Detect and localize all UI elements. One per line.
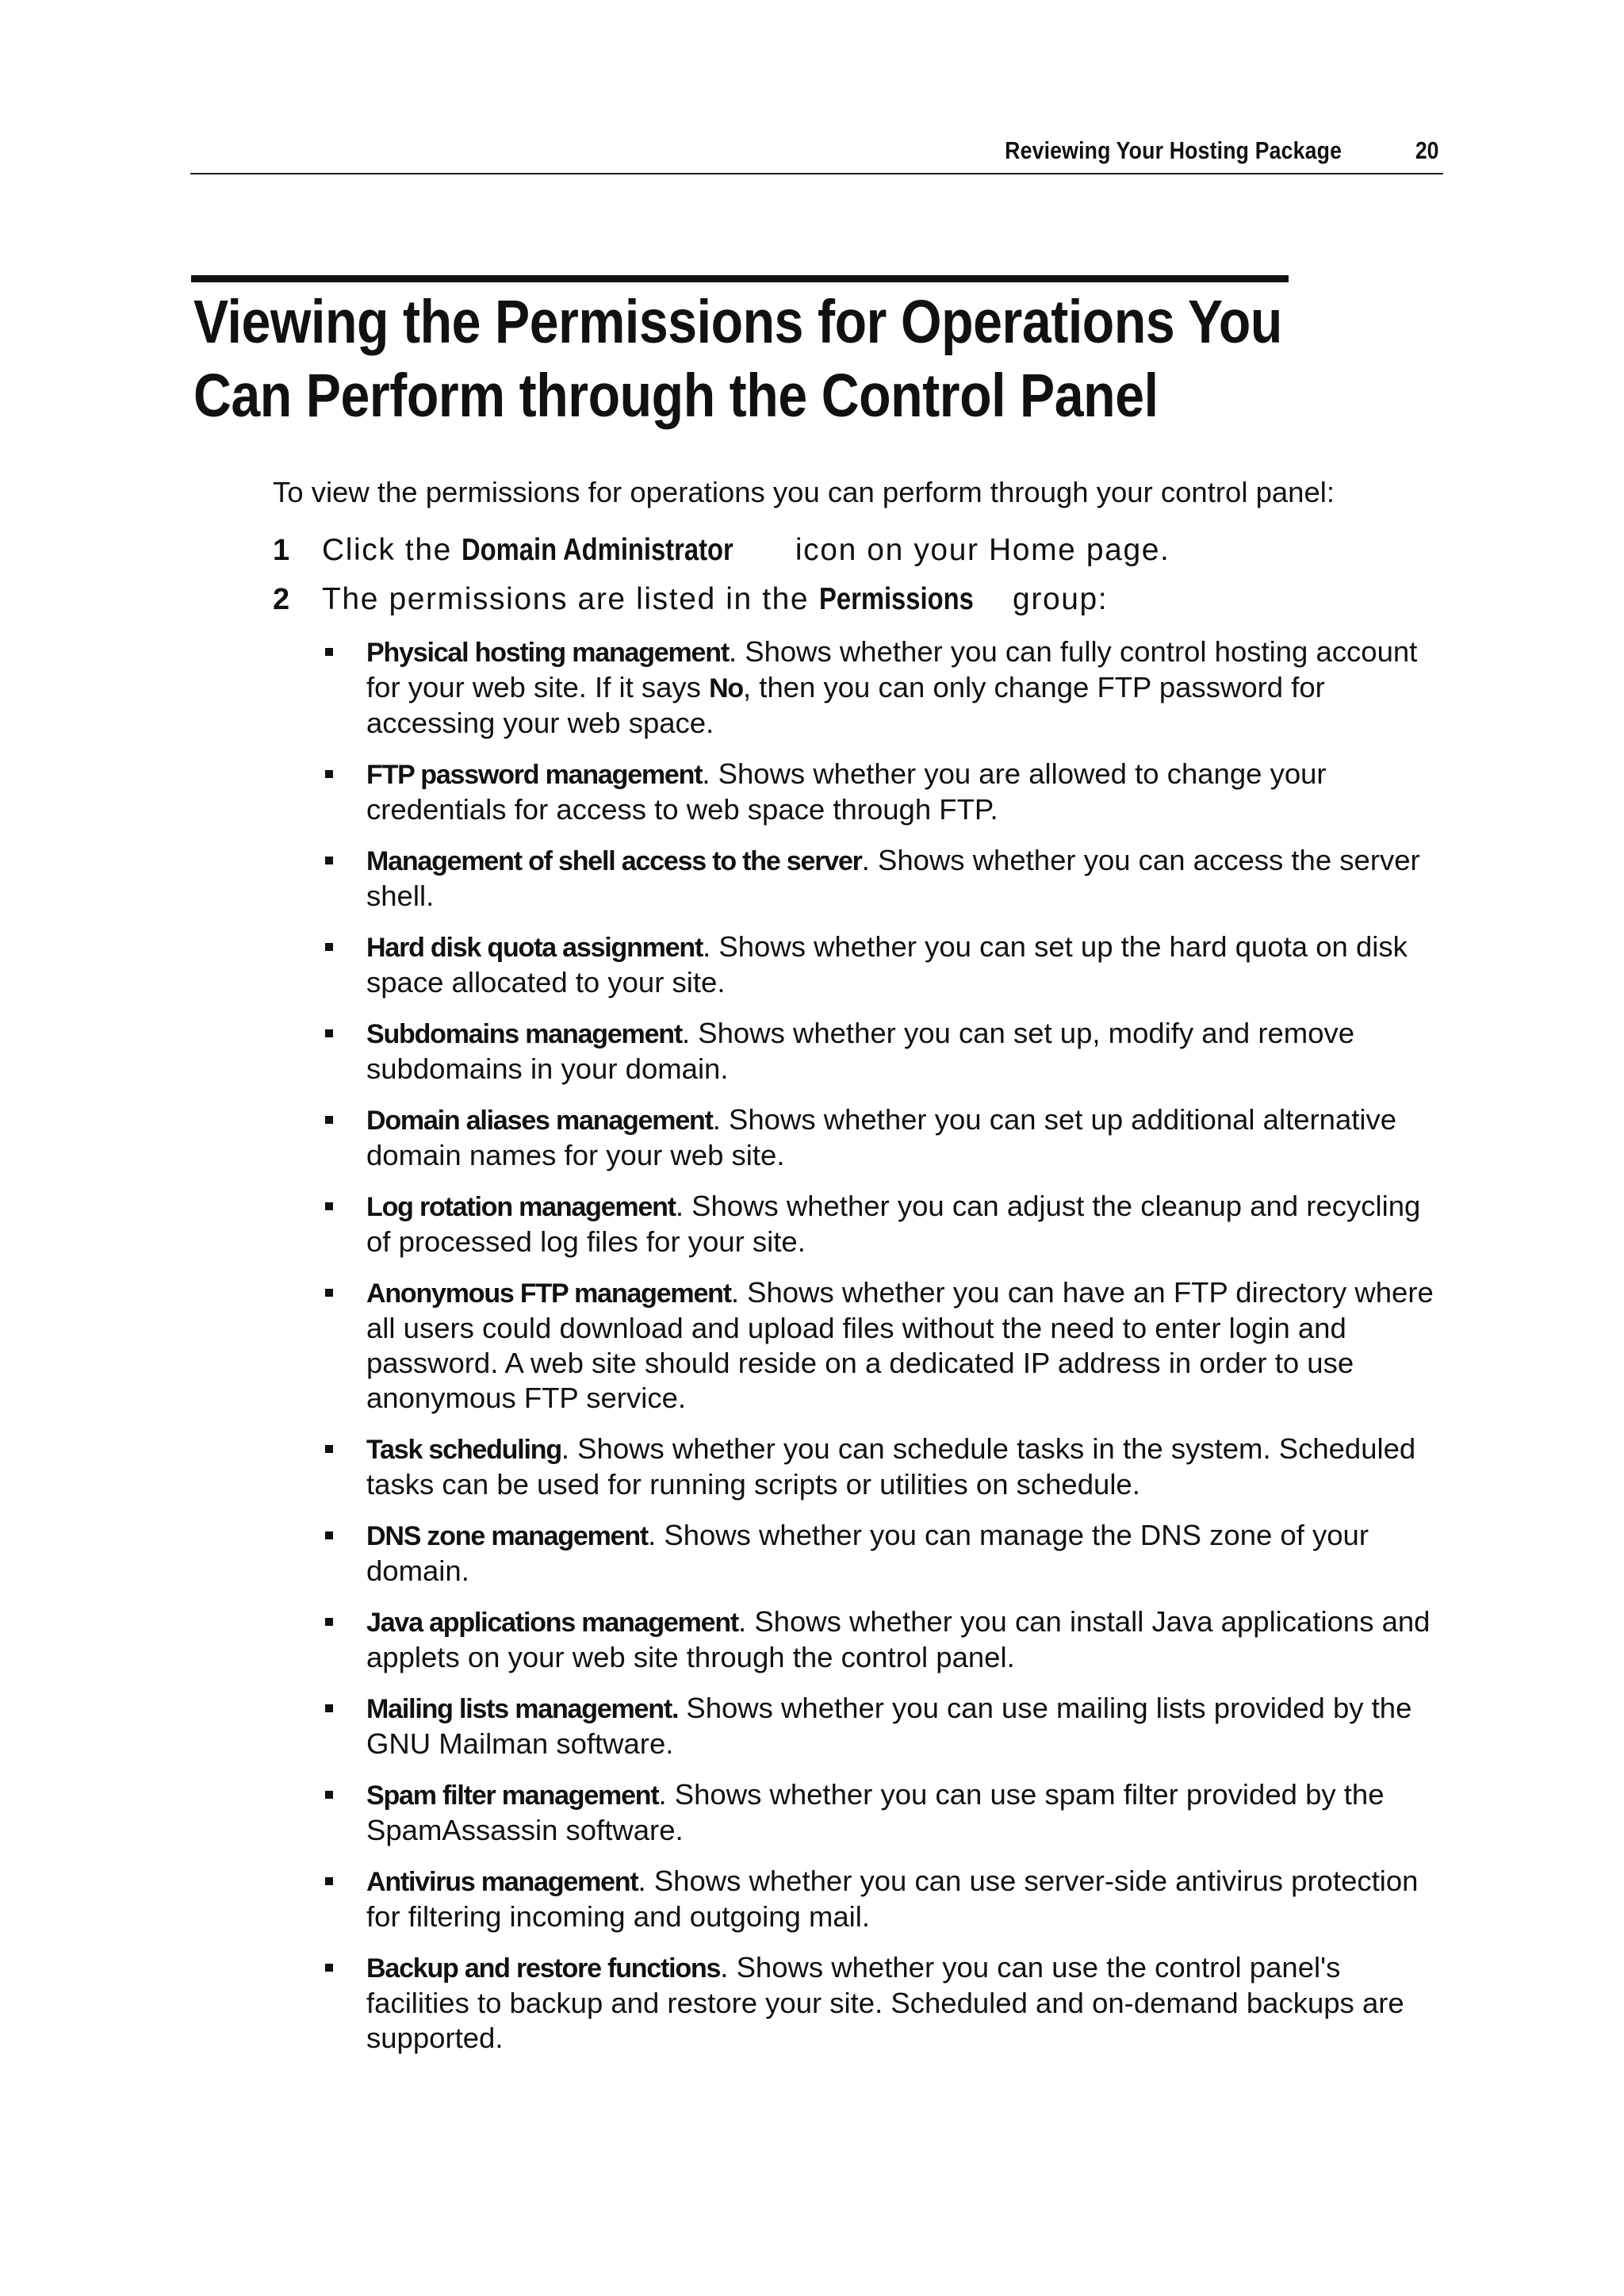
step-text-before: Click the bbox=[322, 533, 462, 567]
steps-list bbox=[273, 530, 1462, 628]
permission-item bbox=[319, 1016, 1445, 1087]
bullet-square-icon bbox=[325, 1445, 333, 1453]
bullet-square-icon bbox=[325, 943, 333, 951]
step-number: 2 bbox=[273, 583, 290, 616]
permission-description: . Shows whether you can install Java applications and applets on your web site through the control panel. bbox=[366, 1605, 1431, 1673]
permission-term: Hard disk quota assignment bbox=[366, 933, 703, 963]
bullet-square-icon bbox=[325, 1704, 333, 1712]
permission-item bbox=[319, 757, 1445, 827]
bullet-square-icon bbox=[325, 1964, 333, 1972]
title-rule bbox=[191, 275, 1289, 282]
bullet-square-icon bbox=[325, 1877, 333, 1885]
permission-term: Mailing lists management. bbox=[366, 1694, 679, 1724]
permission-term: FTP password management bbox=[366, 760, 703, 790]
permission-item bbox=[319, 1604, 1445, 1675]
page-title-line-1: Viewing the Permissions for Operations You bbox=[193, 288, 1282, 356]
permission-description: . Shows whether you can use spam filter provided by the SpamAssassin software. bbox=[366, 1778, 1385, 1846]
permissions-list bbox=[319, 634, 1445, 2072]
page-title bbox=[193, 286, 1282, 433]
permission-term: Anonymous FTP management bbox=[366, 1278, 731, 1309]
bullet-square-icon bbox=[325, 1116, 333, 1124]
permission-item bbox=[319, 1189, 1445, 1259]
permission-item bbox=[319, 1691, 1445, 1761]
step-text-after: group: bbox=[1002, 582, 1109, 616]
permission-item bbox=[319, 843, 1445, 914]
step-text-before: The permissions are listed in the bbox=[322, 582, 819, 616]
step-number: 1 bbox=[273, 534, 290, 567]
permission-item bbox=[319, 634, 1445, 741]
permission-description: . Shows whether you can set up additional alternative domain names for your web site. bbox=[366, 1103, 1397, 1171]
running-header-title: Reviewing Your Hosting Package bbox=[1005, 136, 1342, 164]
permission-item bbox=[319, 1432, 1445, 1502]
bullet-square-icon bbox=[325, 1531, 333, 1539]
permission-term: Task scheduling bbox=[366, 1435, 561, 1465]
bullet-square-icon bbox=[325, 770, 333, 778]
permission-item bbox=[319, 1864, 1445, 1934]
permission-term: Log rotation management bbox=[366, 1192, 676, 1222]
step-item bbox=[273, 530, 1462, 579]
permission-term: Management of shell access to the server bbox=[366, 846, 862, 876]
permission-description: . Shows whether you can manage the DNS zone of your domain. bbox=[366, 1519, 1369, 1587]
step-item bbox=[273, 579, 1462, 628]
intro-paragraph: To view the permissions for operations you can perform through your control panel: bbox=[273, 476, 1335, 508]
permission-description-continued: , then you can only change FTP password for accessing your web space. bbox=[366, 671, 1325, 739]
permission-description: . Shows whether you can fully control hosting account for your web site. If it says bbox=[366, 635, 1418, 703]
permission-description: . Shows whether you can have an FTP directory where all users could download and upload files without the need to enter login and password. A web site should reside on a dedicated IP address in order to use anonymous FTP service. bbox=[366, 1276, 1434, 1414]
ui-label-domain-administrator: Domain Administrator bbox=[462, 533, 734, 567]
permission-item bbox=[319, 1102, 1445, 1173]
permission-description: . Shows whether you can use the control panel's facilities to backup and restore your site. Scheduled and on-demand backups are supported. bbox=[366, 1951, 1404, 2054]
permission-description: . Shows whether you can set up the hard quota on disk space allocated to your site. bbox=[366, 930, 1408, 999]
permission-description: Shows whether you can use mailing lists provided by the GNU Mailman software. bbox=[366, 1692, 1412, 1760]
bullet-square-icon bbox=[325, 857, 333, 864]
permission-term: Spam filter management bbox=[366, 1780, 659, 1811]
permission-item bbox=[319, 1777, 1445, 1848]
bullet-square-icon bbox=[325, 648, 333, 656]
permission-description: . Shows whether you can adjust the cleanup and recycling of processed log files for your site. bbox=[366, 1190, 1421, 1258]
bullet-square-icon bbox=[325, 1029, 333, 1037]
permission-description: . Shows whether you can schedule tasks in the system. Scheduled tasks can be used for running scripts or utilities on schedule. bbox=[366, 1432, 1416, 1501]
permission-term: Backup and restore functions bbox=[366, 1953, 721, 1984]
permission-description: . Shows whether you can access the server shell. bbox=[366, 844, 1420, 912]
bullet-square-icon bbox=[325, 1791, 333, 1799]
permission-term: DNS zone management bbox=[366, 1521, 649, 1551]
ui-label-permissions: Permissions bbox=[818, 582, 974, 616]
permission-description: . Shows whether you can use server-side antivirus protection for filtering incoming and outgoing mail. bbox=[366, 1865, 1419, 1933]
permission-term: Domain aliases management bbox=[366, 1106, 713, 1136]
permission-description: . Shows whether you are allowed to change your credentials for access to web space through FTP. bbox=[366, 757, 1327, 826]
permission-item bbox=[319, 1518, 1445, 1589]
step-text-after: icon on your Home page. bbox=[785, 533, 1170, 567]
page-title-line-2: Can Perform through the Control Panel bbox=[193, 362, 1159, 430]
permission-description: . Shows whether you can set up, modify and remove subdomains in your domain. bbox=[366, 1017, 1355, 1085]
permission-item bbox=[319, 930, 1445, 1000]
permission-term: Java applications management bbox=[366, 1608, 739, 1638]
page-number: 20 bbox=[1415, 136, 1438, 164]
bullet-square-icon bbox=[325, 1289, 333, 1297]
permission-term: Subdomains management bbox=[366, 1019, 682, 1049]
running-header bbox=[190, 133, 1443, 174]
step-text bbox=[322, 579, 1108, 620]
permission-value-term: No bbox=[709, 673, 744, 703]
bullet-square-icon bbox=[325, 1618, 333, 1626]
step-text bbox=[322, 530, 1170, 571]
permission-item bbox=[319, 1950, 1445, 2056]
permission-term: Physical hosting management bbox=[366, 638, 729, 668]
permission-item bbox=[319, 1275, 1445, 1416]
permission-term: Antivirus management bbox=[366, 1867, 638, 1897]
bullet-square-icon bbox=[325, 1202, 333, 1210]
